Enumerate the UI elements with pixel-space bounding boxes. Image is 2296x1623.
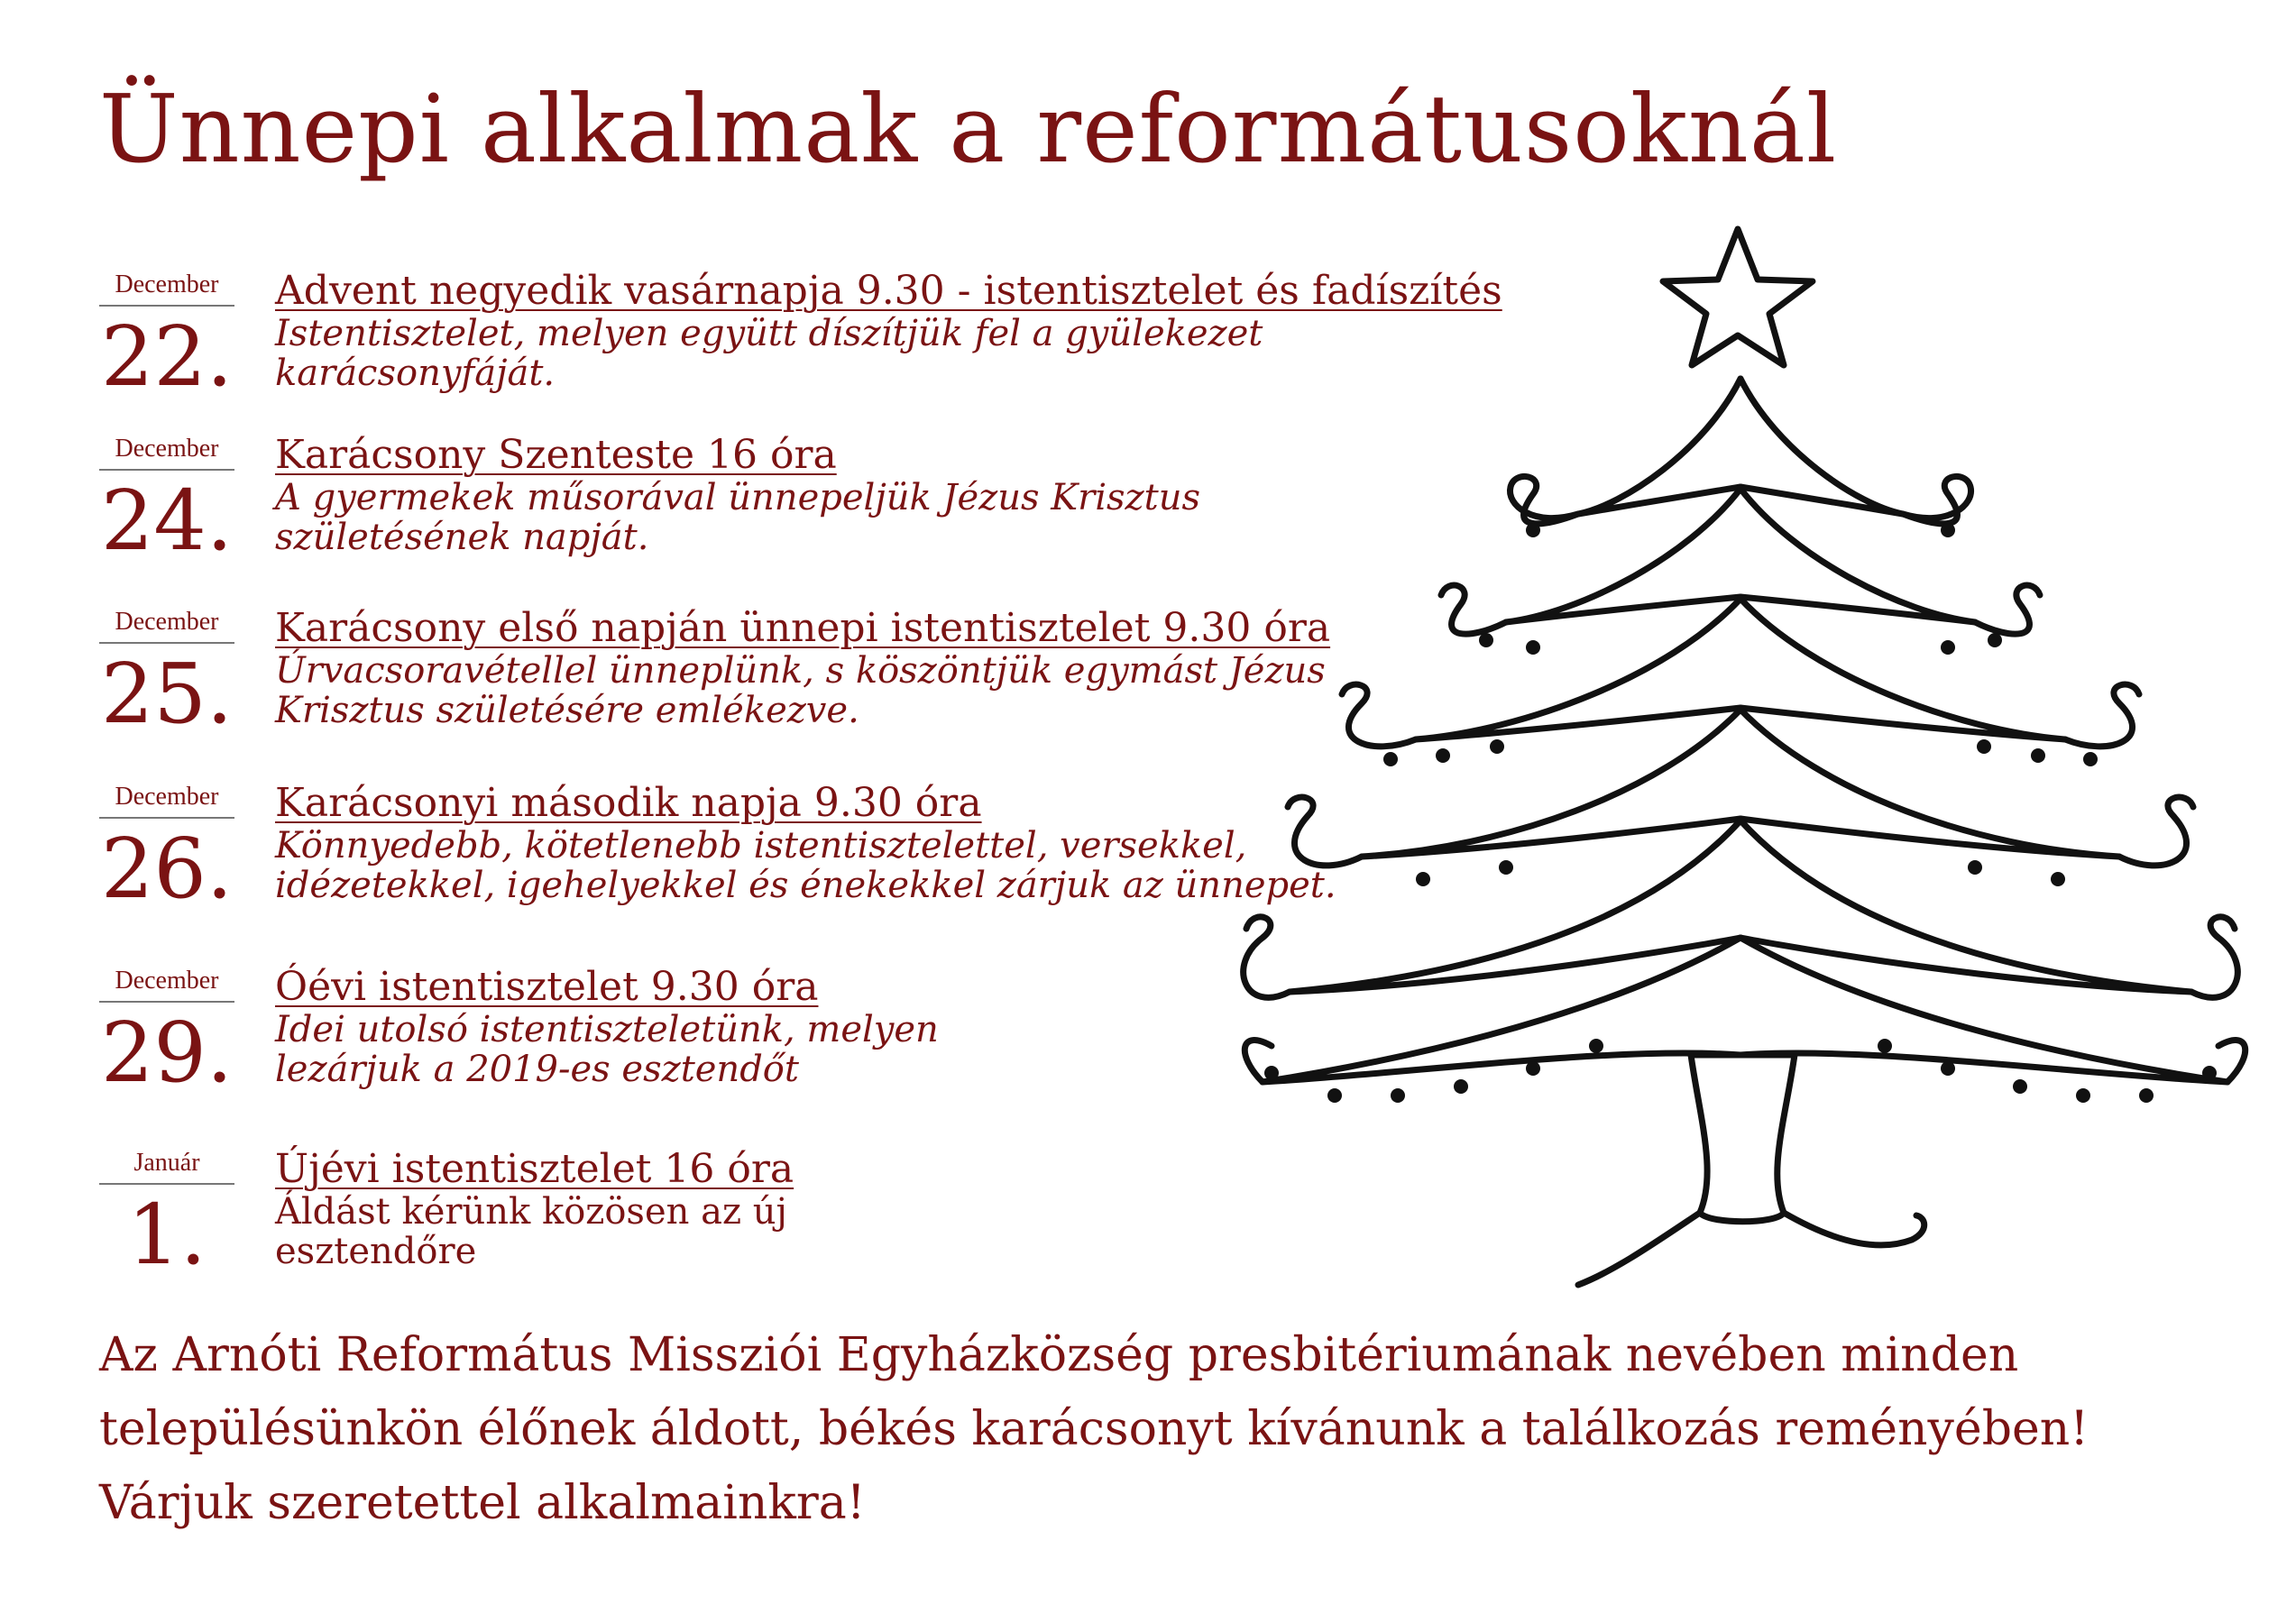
date-badge <box>99 269 234 404</box>
closing-line-1: Az Arnóti Református Missziói Egyházközség presbitériumának nevében minden <box>99 1328 2019 1382</box>
event-description-line1: Könnyedebb, kötetlenebb istentisztelettel, versekkel, <box>275 825 1247 867</box>
closing-line-2: településünkön élőnek áldott, békés karácsonyt kívánunk a találkozás reményében! <box>99 1402 2089 1456</box>
date-day: 29. <box>100 1004 234 1101</box>
event-title: Karácsony első napján ünnepi istentisztelet 9.30 óra <box>275 605 1331 651</box>
event-description-line1: Idei utolsó istentiszteletünk, melyen <box>275 1009 939 1050</box>
event-title: Karácsony Szenteste 16 óra <box>275 432 837 478</box>
event-text <box>275 781 1339 905</box>
event-text <box>275 268 1502 394</box>
event-text <box>275 433 1339 557</box>
date-month: December <box>99 269 234 307</box>
date-month: December <box>99 606 234 644</box>
date-month: December <box>99 433 234 471</box>
event-title: Karácsonyi második napja 9.30 óra <box>275 780 982 826</box>
tree-trunk <box>1691 1055 1795 1222</box>
date-badge <box>99 606 234 741</box>
closing-message <box>99 1318 2089 1540</box>
date-badge <box>99 433 234 568</box>
event-description-line1: Úrvacsoravétellel ünneplünk, s köszöntjük egymást Jézus <box>275 650 1326 692</box>
date-badge <box>99 965 234 1100</box>
event-text <box>275 1147 1339 1271</box>
date-day: 22. <box>100 308 234 405</box>
event-description-line2: idézetekkel, igehelyekkel és énekekkel zárjuk az ünnepet. <box>275 865 1336 906</box>
date-badge <box>99 781 234 916</box>
event-description-line1: A gyermekek műsorával ünnepeljük Jézus Krisztus <box>275 477 1200 518</box>
event-description-line2: Krisztus születésére emlékezve. <box>275 690 859 731</box>
date-month: December <box>99 965 234 1003</box>
star-icon <box>1663 229 1813 365</box>
event-description-line2: születésének napját. <box>275 517 649 558</box>
event-title: Advent negyedik vasárnapja 9.30 - istentisztelet és fadíszítés <box>275 268 1502 314</box>
event-text <box>275 606 1339 730</box>
date-month: December <box>99 781 234 819</box>
closing-line-3: Várjuk szeretettel alkalmainkra! <box>99 1476 866 1530</box>
date-month: Január <box>99 1147 234 1185</box>
event-title: Óévi istentisztelet 9.30 óra <box>275 964 819 1010</box>
date-day: 24. <box>100 472 234 569</box>
event-description-line2: esztendőre <box>275 1231 477 1272</box>
date-day: 26. <box>100 821 234 917</box>
christmas-tree-icon <box>1235 216 2264 1298</box>
page-title: Ünnepi alkalmak a reformátusoknál <box>99 74 1838 184</box>
event-text <box>275 965 1339 1089</box>
event-title: Újévi istentisztelet 16 óra <box>275 1146 794 1192</box>
event-description-line1: Áldást kérünk közösen az új <box>275 1191 787 1233</box>
date-day: 1. <box>127 1187 207 1283</box>
event-description: Istentisztelet, melyen együtt díszítjük fel a gyülekezet karácsonyfáját. <box>275 313 1263 394</box>
event-description-line2: lezárjuk a 2019-es esztendőt <box>275 1049 799 1090</box>
date-badge <box>99 1147 234 1282</box>
date-day: 25. <box>100 646 234 742</box>
